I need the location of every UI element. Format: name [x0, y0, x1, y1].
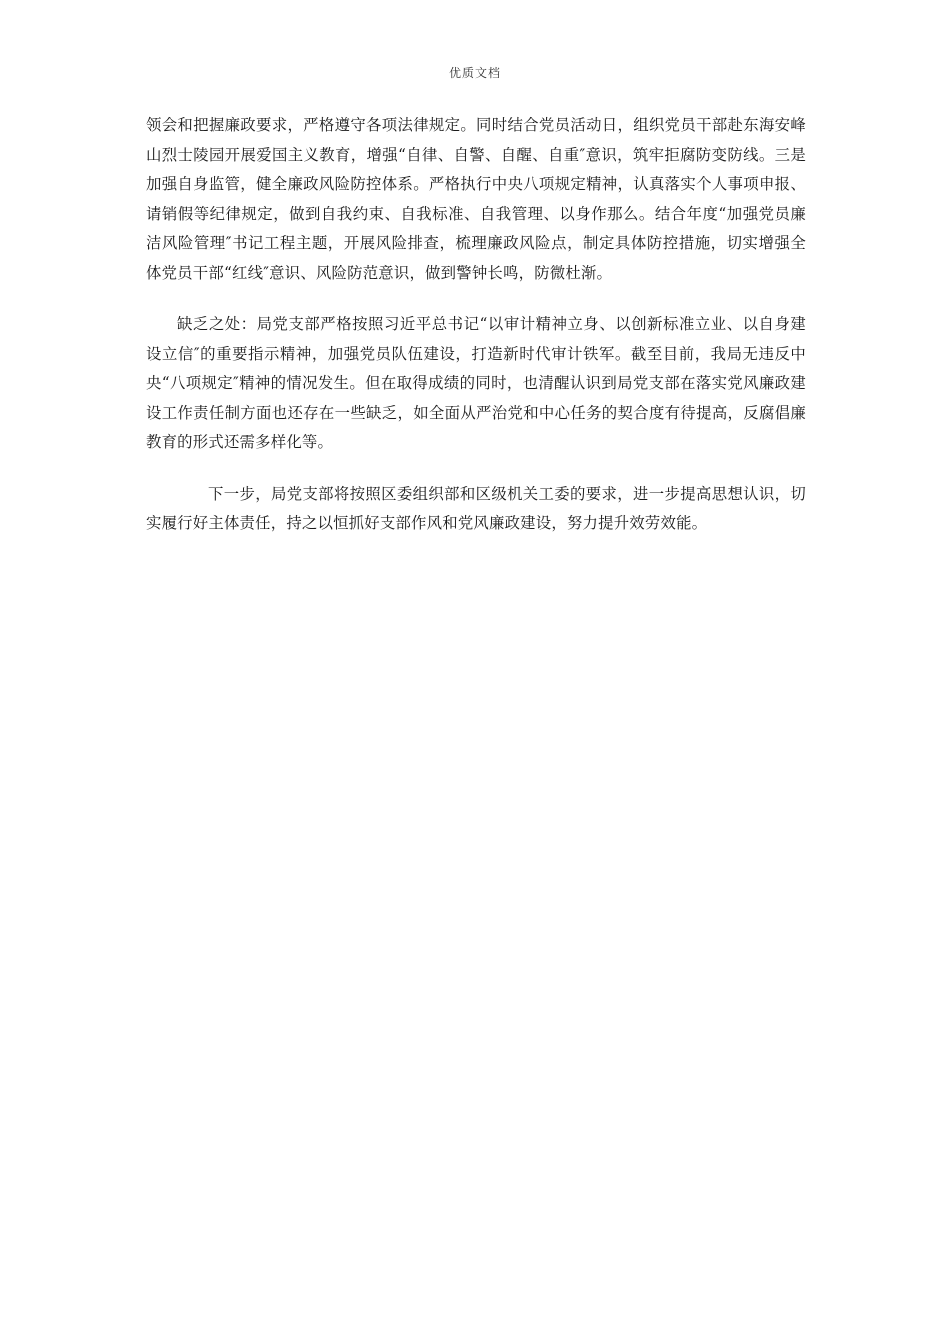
- paragraph: 缺乏之处：局党支部严格按照习近平总书记“以审计精神立身、以创新标准立业、以自身建设立信″的重要指示精神，加强党员队伍建设，打造新时代审计铁军。截至目前，我局无违反中央“八项规定″精神的情况发生。但在取得成绩的同时，也清醒认识到局党支部在落实党风廉政建设工作责任制方面也还存在一些缺乏，如全面从严治党和中心任务的契合度有待提高，反腐倡廉教育的形式还需多样化等。: [146, 315, 806, 451]
- page-header: 优质文档: [448, 66, 501, 80]
- paragraph: 领会和把握廉政要求，严格遵守各项法律规定。同时结合党员活动日，组织党员干部赴东海安峰山烈士陵园开展爱国主义教育，增强“自律、自警、自醒、自重″意识，筑牢拒腐防变防线。三是加强自身监管，健全廉政风险防控体系。严格执行中央八项规定精神，认真落实个人事项申报、请销假等纪律规定，做到自我约束、自我标准、自我管理、以身作那么。结合年度“加强党员廉洁风险管理″书记工程主题，开展风险排查，梳理廉政风险点，制定具体防控措施，切实增强全体党员干部“红线″意识、风险防范意识，做到警钟长鸣，防微杜渐。: [146, 116, 806, 282]
- paragraph: 下一步，局党支部将按照区委组织部和区级机关工委的要求，进一步提高思想认识，切实履行好主体责任，持之以恒抓好支部作风和党风廉政建设，努力提升效劳效能。: [146, 484, 806, 532]
- document-body: [146, 111, 806, 539]
